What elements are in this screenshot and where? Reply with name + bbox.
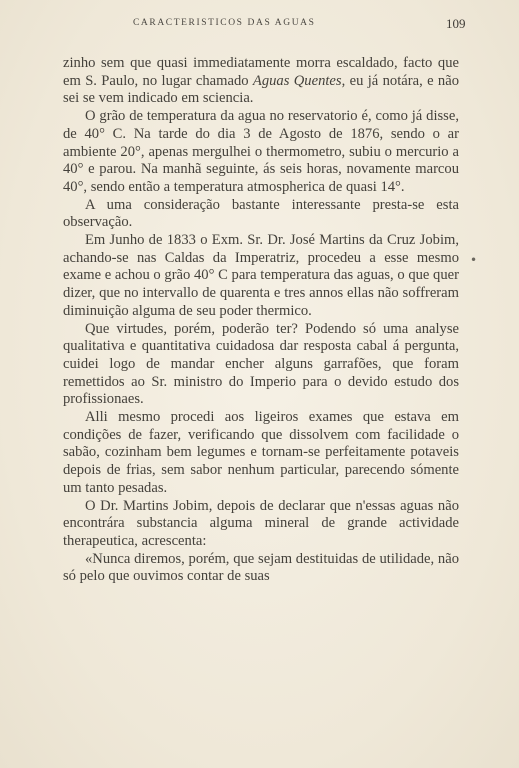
page-header <box>0 18 519 38</box>
running-title: CARACTERISTICOS DAS AGUAS <box>133 18 316 28</box>
paragraph <box>63 232 459 321</box>
paragraph <box>63 551 459 586</box>
margin-mark: • <box>470 253 478 267</box>
paragraph <box>63 498 459 551</box>
text-segment: «Nunca diremos, porém, que sejam destituidas de utilidade, não só pelo que ouvimos contar de suas <box>63 550 459 585</box>
text-segment: , eu já notára, e não sei se vem indicado em sciencia. <box>63 72 459 107</box>
text-segment: O Dr. Martins Jobim, depois de declarar que n'essas aguas não encontrára substancia alguma mineral de grande actividade therapeutica, acrescenta: <box>63 497 459 549</box>
paragraph <box>63 321 459 410</box>
paragraph <box>63 409 459 498</box>
paragraph <box>63 55 459 108</box>
text-segment: zinho sem que quasi immediatamente morra escaldado, facto que em S. Paulo, no lugar chamado <box>63 55 459 89</box>
paragraph <box>63 108 459 197</box>
body-text <box>63 55 459 586</box>
paragraph <box>63 197 459 232</box>
text-segment: O grão de temperatura da agua no reservatorio é, como já disse, de 40° C. Na tarde do dia 3 de Agosto de 1876, sendo o ar ambiente 20°, apenas mergulhei o thermometro, subiu o mercurio a 40° e parou. Na manhã seguinte, ás seis horas, novamente marcou 40°, sendo então a temperatura atmospherica de quasi 14°. <box>63 108 459 195</box>
italic-text: Aguas Quentes <box>252 72 342 89</box>
text-segment: Que virtudes, porém, poderão ter? Podendo só uma analyse qualitativa e quantitativa cuidadosa dar resposta cabal á pergunta, cuidei logo de mandar encher alguns garrafões, que foram remettidos ao Sr. ministro do Imperio para o devido estudo dos profissionaes. <box>63 320 459 408</box>
page-number: 109 <box>446 16 466 31</box>
text-segment: Alli mesmo procedi aos ligeiros exames que estava em condições de fazer, verificando que dissolvem com facilidade o sabão, cozinham bem legumes e tornam-se perfeitamente potaveis depois de frias, sem sabor nenhum particular, parecendo sómente um tanto pesadas. <box>63 409 459 496</box>
text-segment: Em Junho de 1833 o Exm. Sr. Dr. José Martins da Cruz Jobim, achando-se nas Caldas da Imperatriz, procedeu a esse mesmo exame e achou o grão 40° C para temperatura das aguas, o que quer dizer, que no intervallo de quarenta e tres annos ellas não soffreram diminuição alguma de seu poder thermico. <box>63 232 459 319</box>
text-segment: A uma consideração bastante interessante presta-se esta observação. <box>63 196 459 231</box>
